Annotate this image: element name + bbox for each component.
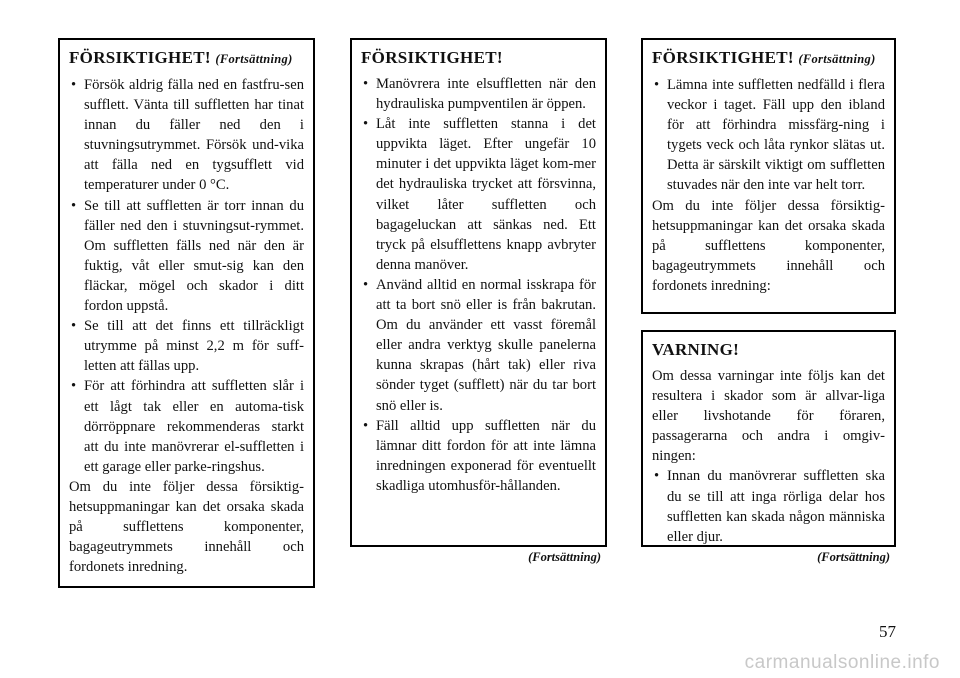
caution-box-2 — [350, 38, 607, 547]
caution-heading: FÖRSIKTIGHET! (Fortsättning) — [69, 48, 293, 67]
list-item: • Lämna inte suffletten nedfälld i flera veckor i taget. Fäll upp den ibland för att förhindra missfärg-ning i tygets veck och låta rynkor slätas ut. Detta är särskilt viktigt om suffletten stuvades när den inte var helt torr. — [652, 75, 885, 196]
caution-box-3 — [641, 38, 896, 314]
caution-list — [69, 75, 304, 477]
list-item: • Manövrera inte elsuffletten när den hydrauliska pumpventilen är öppen. — [361, 74, 596, 114]
list-item: • För att förhindra att suffletten slår i ett lågt tak eller en automa-tisk dörröppnare rekommenderas starkt att du inte manövrerar el-suffletten i ett garage eller parke-ringshus. — [69, 376, 304, 476]
page-number: 57 — [879, 622, 896, 641]
list-item: • Försök aldrig fälla ned en fastfru-sen sufflett. Vänta till suffletten har tinat innan du fäller ned den i stuvningsutrymmet. Försök und-vika att fälla ned en tygsufflett vid temperaturer under 0 °C. — [69, 75, 304, 196]
warning-list — [652, 466, 885, 546]
list-item: • Använd alltid en normal isskrapa för att ta bort snö eller is från bakrutan. Om du använder ett vasst föremål eller andra verktyg skulle panelerna kunna skrapas (hårt tak) eller riva sönder tyget (sufflett) när du tar bort snö eller is. — [361, 275, 596, 416]
caution-list — [652, 75, 885, 196]
caution-list — [361, 74, 596, 496]
list-item: • Se till att suffletten är torr innan du fäller ned den i stuvningsut-rymmet. Om suffletten fälls ned när den är fuktig, våt eller smut-sig kan den fläckar, mögel och skador i ditt fordon uppstå. — [69, 196, 304, 317]
warning-heading: VARNING! — [652, 340, 740, 359]
list-item: • Innan du manövrerar suffletten ska du se till att inga rörliga delar hos suffletten kan skada någon människa eller djur. — [652, 466, 885, 546]
continued-note: (Fortsättning) — [817, 550, 890, 564]
caution-footer-text: Om du inte följer dessa försiktig-hetsuppmaningar kan det orsaka skada på sufflettens komponenter, bagageutrymmets innehåll och fordonets inredning: — [652, 197, 885, 294]
list-item: • Se till att det finns ett tillräckligt utrymme på minst 2,2 m för suff-letten att fällas upp. — [69, 316, 304, 376]
continued-note: (Fortsättning) — [528, 550, 601, 564]
warning-intro: Om dessa varningar inte följs kan det resultera i skador som är allvar-liga eller livshotande för föraren, passagerarna och andra i omgiv-ningen: — [652, 368, 885, 465]
warning-box — [641, 330, 896, 547]
watermark: carmanualsonline.info — [744, 652, 940, 673]
caution-heading: FÖRSIKTIGHET! (Fortsättning) — [652, 48, 876, 67]
caution-box-1 — [58, 38, 315, 588]
list-item: • Fäll alltid upp suffletten när du lämnar ditt fordon för att inte lämna inredningen exponerad för eventuellt skadliga utomhusför-hållanden. — [361, 416, 596, 496]
caution-footer-text: Om du inte följer dessa försiktig-hetsuppmaningar kan det orsaka skada på sufflettens komponenter, bagageutrymmets innehåll och fordonets inredning. — [69, 478, 304, 576]
list-item: • Låt inte suffletten stanna i det uppvikta läget. Efter ungefär 10 minuter i det uppvikta läget kom-mer det hydrauliska trycket att försvinna, vilket låter suffletten och bagageluckan att sänkas ned. Ett tryck på elsufflettens knapp avbryter denna manöver. — [361, 114, 596, 275]
caution-heading: FÖRSIKTIGHET! — [361, 48, 503, 67]
